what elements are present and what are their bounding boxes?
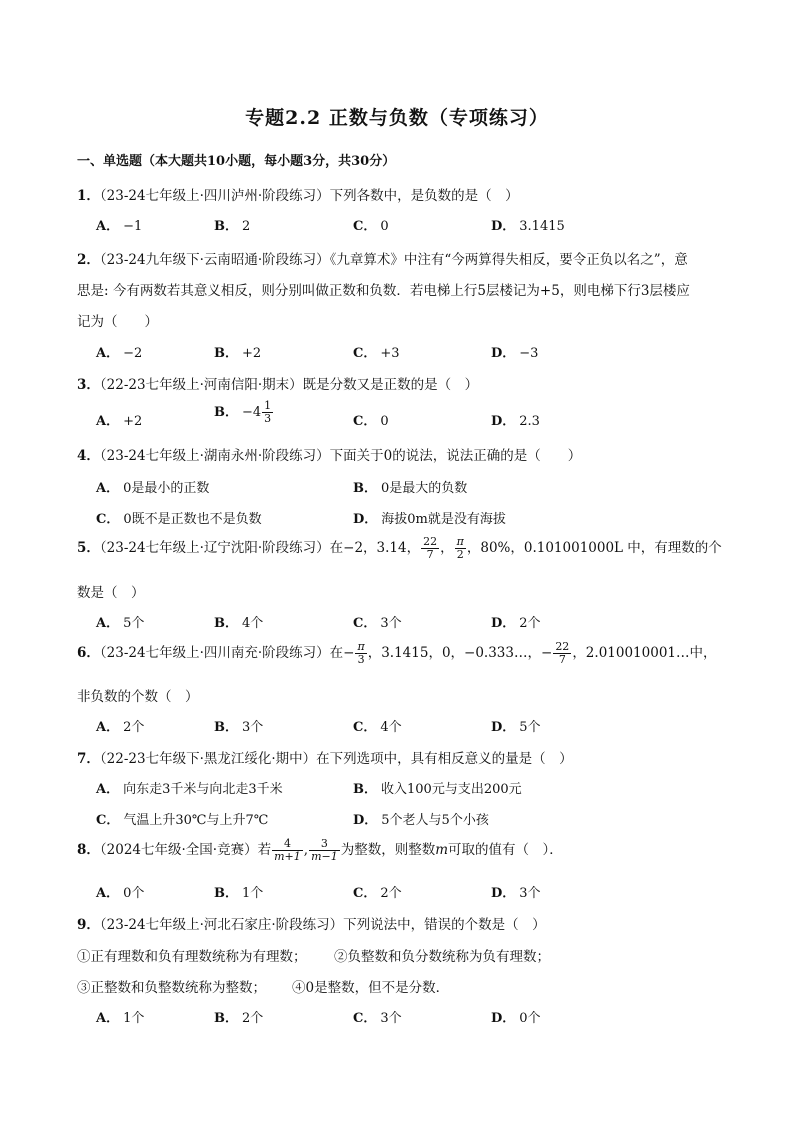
q3-option-c[interactable]: C． 0	[353, 414, 389, 429]
q1-option-d[interactable]: D． 3.1415	[491, 219, 565, 234]
q9-statement-3: ③正整数和负整数统称为整数；	[77, 980, 266, 996]
question-4	[77, 444, 581, 464]
fraction: $\frac{22}{7}$	[555, 640, 570, 667]
question-number: 1．	[77, 188, 100, 204]
q5-option-d[interactable]: D． 2个	[491, 616, 541, 631]
q6-option-c[interactable]: C． 4个	[353, 720, 402, 735]
fraction: $\frac{3}{m-1}$	[311, 837, 338, 864]
q9-option-a[interactable]: A． 1个	[96, 1011, 145, 1026]
q7-option-d[interactable]: D． 5个老人与5个小孩	[353, 813, 489, 828]
q4-option-d[interactable]: D． 海拔0m就是没有海拔	[353, 512, 506, 527]
q2-option-b[interactable]: B． +2	[214, 346, 262, 361]
question-3	[77, 373, 478, 393]
q1-option-b[interactable]: B． 2	[214, 219, 251, 234]
q8-option-d[interactable]: D． 3个	[491, 886, 541, 901]
q9-option-d[interactable]: D． 0个	[491, 1011, 541, 1026]
fraction: $\frac{22}{7}$	[423, 535, 438, 562]
q8-option-c[interactable]: C． 2个	[353, 886, 402, 901]
question-number: 2．	[77, 252, 100, 268]
page-title: 专题2.2 正数与负数（专项练习）	[245, 107, 549, 129]
q9-option-b[interactable]: B． 2个	[214, 1011, 264, 1026]
q8-option-b[interactable]: B． 1个	[214, 886, 264, 901]
question-number: 4．	[77, 448, 100, 464]
q5-option-c[interactable]: C． 3个	[353, 616, 402, 631]
question-2-line-3: 记为（ ）	[77, 314, 158, 330]
q7-option-c[interactable]: C． 气温上升30℃与上升7℃	[96, 813, 269, 828]
q9-statement-4: ④0是整数，但不是分数．	[292, 980, 450, 996]
fraction: $\frac{4}{m+1}$	[274, 837, 301, 864]
question-number: 3．	[77, 377, 100, 393]
question-number: 6．	[77, 645, 100, 662]
q2-option-c[interactable]: C． +3	[353, 346, 400, 361]
q7-option-a[interactable]: A． 向东走3千米与向北走3千米	[96, 782, 283, 797]
q4-option-b[interactable]: B． 0是最大的负数	[353, 481, 468, 496]
fraction: $\frac{1}{3}$	[264, 399, 272, 426]
question-number: 9．	[77, 917, 100, 933]
question-2-line-2: 思是: 今有两数若其意义相反，则分别叫做正数和负数．若电梯上行5层楼记为+5，则电梯下行3层楼应	[77, 283, 690, 299]
variable-m: m	[435, 842, 449, 859]
q3-option-b[interactable]: B． −4 $\frac{1}{3}$	[214, 399, 272, 426]
q9-statement-2: ②负整数和负分数统称为负有理数；	[334, 949, 550, 965]
q3-option-a[interactable]: A． +2	[96, 414, 143, 429]
question-5: 5．（23-24七年级上·辽宁沈阳·阶段练习）在−2，3.14， $\frac{22}{7}$ ， $\frac{\pi}{2}$ ，80%，0.101001000L 中，有理数的个	[77, 535, 722, 562]
question-2	[77, 248, 688, 268]
q6-option-b[interactable]: B． 3个	[214, 720, 264, 735]
q7-option-b[interactable]: B． 收入100元与支出200元	[353, 782, 522, 797]
question-6: 6．（23-24七年级上·四川南充·阶段练习）在− $\frac{\pi}{3}$ ，3.1415，0，−0.333…，− $\frac{22}{7}$ ，2.010010001…中，	[77, 640, 717, 667]
question-1	[77, 184, 519, 204]
question-9	[77, 913, 546, 933]
question-number: 5．	[77, 540, 100, 557]
q4-option-c[interactable]: C． 0既不是正数也不是负数	[96, 512, 262, 527]
question-5-line-2: 数是（ ）	[77, 585, 145, 601]
question-8: 8．（2024七年级·全国·竞赛）若 $\frac{4}{m+1}$ , $\frac{3}{m-1}$ 为整数，则整数m可取的值有（ ）．	[77, 837, 563, 864]
question-text: （22-23七年级上·河南信阳·期末）既是分数又是正数的是（ ）	[99, 377, 479, 393]
question-text: （23-24七年级上·湖南永州·阶段练习）下面关于0的说法，说法正确的是（ ）	[99, 448, 582, 464]
question-text: （23-24七年级上·河北石家庄·阶段练习）下列说法中，错误的个数是（ ）	[99, 917, 546, 933]
section-heading: 一、单选题（本大题共10小题，每小题3分，共30分）	[77, 154, 396, 169]
question-number: 8．	[77, 842, 100, 859]
q9-statement-1: ①正有理数和负有理数统称为有理数；	[77, 949, 307, 965]
question-number: 7．	[77, 751, 100, 767]
q1-option-c[interactable]: C． 0	[353, 219, 389, 234]
q4-option-a[interactable]: A． 0是最小的正数	[96, 481, 210, 496]
q6-option-a[interactable]: A． 2个	[96, 720, 145, 735]
q5-option-b[interactable]: B． 4个	[214, 616, 264, 631]
q8-option-a[interactable]: A． 0个	[96, 886, 145, 901]
q5-option-a[interactable]: A． 5个	[96, 616, 145, 631]
q3-option-d[interactable]: D． 2.3	[491, 414, 540, 429]
q1-option-a[interactable]: A． −1	[96, 219, 143, 234]
question-6-line-2: 非负数的个数（ ）	[77, 689, 199, 705]
q9-option-c[interactable]: C． 3个	[353, 1011, 402, 1026]
fraction: $\frac{\pi}{3}$	[357, 640, 365, 667]
question-text: （23-24七年级上·四川泸州·阶段练习）下列各数中，是负数的是（ ）	[99, 188, 519, 204]
question-text: （22-23七年级下·黑龙江绥化·期中）在下列选项中，具有相反意义的量是（ ）	[99, 751, 573, 767]
fraction: $\frac{\pi}{2}$	[456, 535, 464, 562]
q2-option-d[interactable]: D． −3	[491, 346, 539, 361]
question-7	[77, 747, 573, 767]
question-text: （23-24九年级下·云南昭通·阶段练习）《九章算术》中注有“今两算得失相反，要令正负以名之”，意	[99, 252, 688, 268]
q6-option-d[interactable]: D． 5个	[491, 720, 541, 735]
q2-option-a[interactable]: A． −2	[96, 346, 143, 361]
